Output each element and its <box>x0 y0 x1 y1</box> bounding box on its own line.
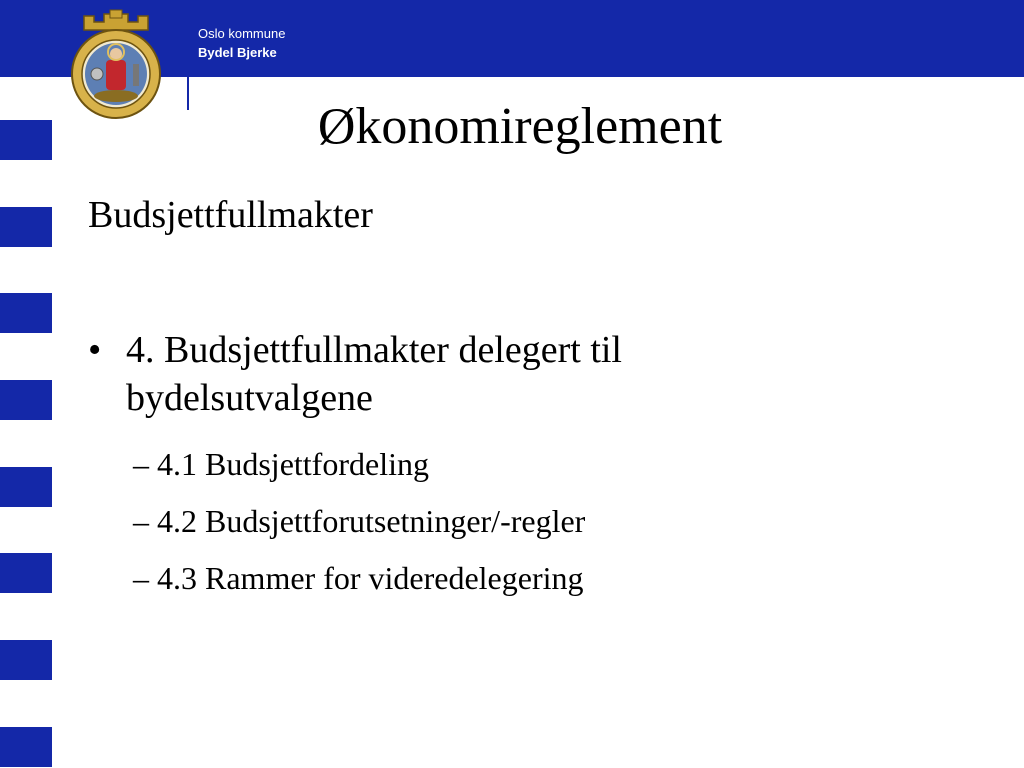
side-block <box>0 640 52 680</box>
side-block <box>0 727 52 767</box>
org-district: Bydel Bjerke <box>198 45 277 60</box>
sub-bullet-item: – 4.1 Budsjettfordeling <box>133 446 429 482</box>
sub-bullet-item: – 4.2 Budsjettforutsetninger/-regler <box>133 503 586 539</box>
bullet-text: 4. Budsjettfullmakter delegert til bydelsutvalgene <box>126 329 622 419</box>
slide-title: Økonomireglement <box>317 98 723 155</box>
side-block <box>0 380 52 420</box>
side-block <box>0 293 52 333</box>
org-name: Oslo kommune <box>198 26 286 41</box>
organization-label <box>198 24 285 62</box>
side-block <box>0 207 52 247</box>
side-decoration <box>0 120 52 768</box>
sub-bullet-item: – 4.3 Rammer for videredelegering <box>133 560 584 596</box>
side-block <box>0 467 52 507</box>
bullet-item <box>88 326 748 422</box>
bullet-marker: • <box>88 329 102 371</box>
side-block <box>0 553 52 593</box>
slide-subtitle: Budsjettfullmakter <box>88 194 373 236</box>
